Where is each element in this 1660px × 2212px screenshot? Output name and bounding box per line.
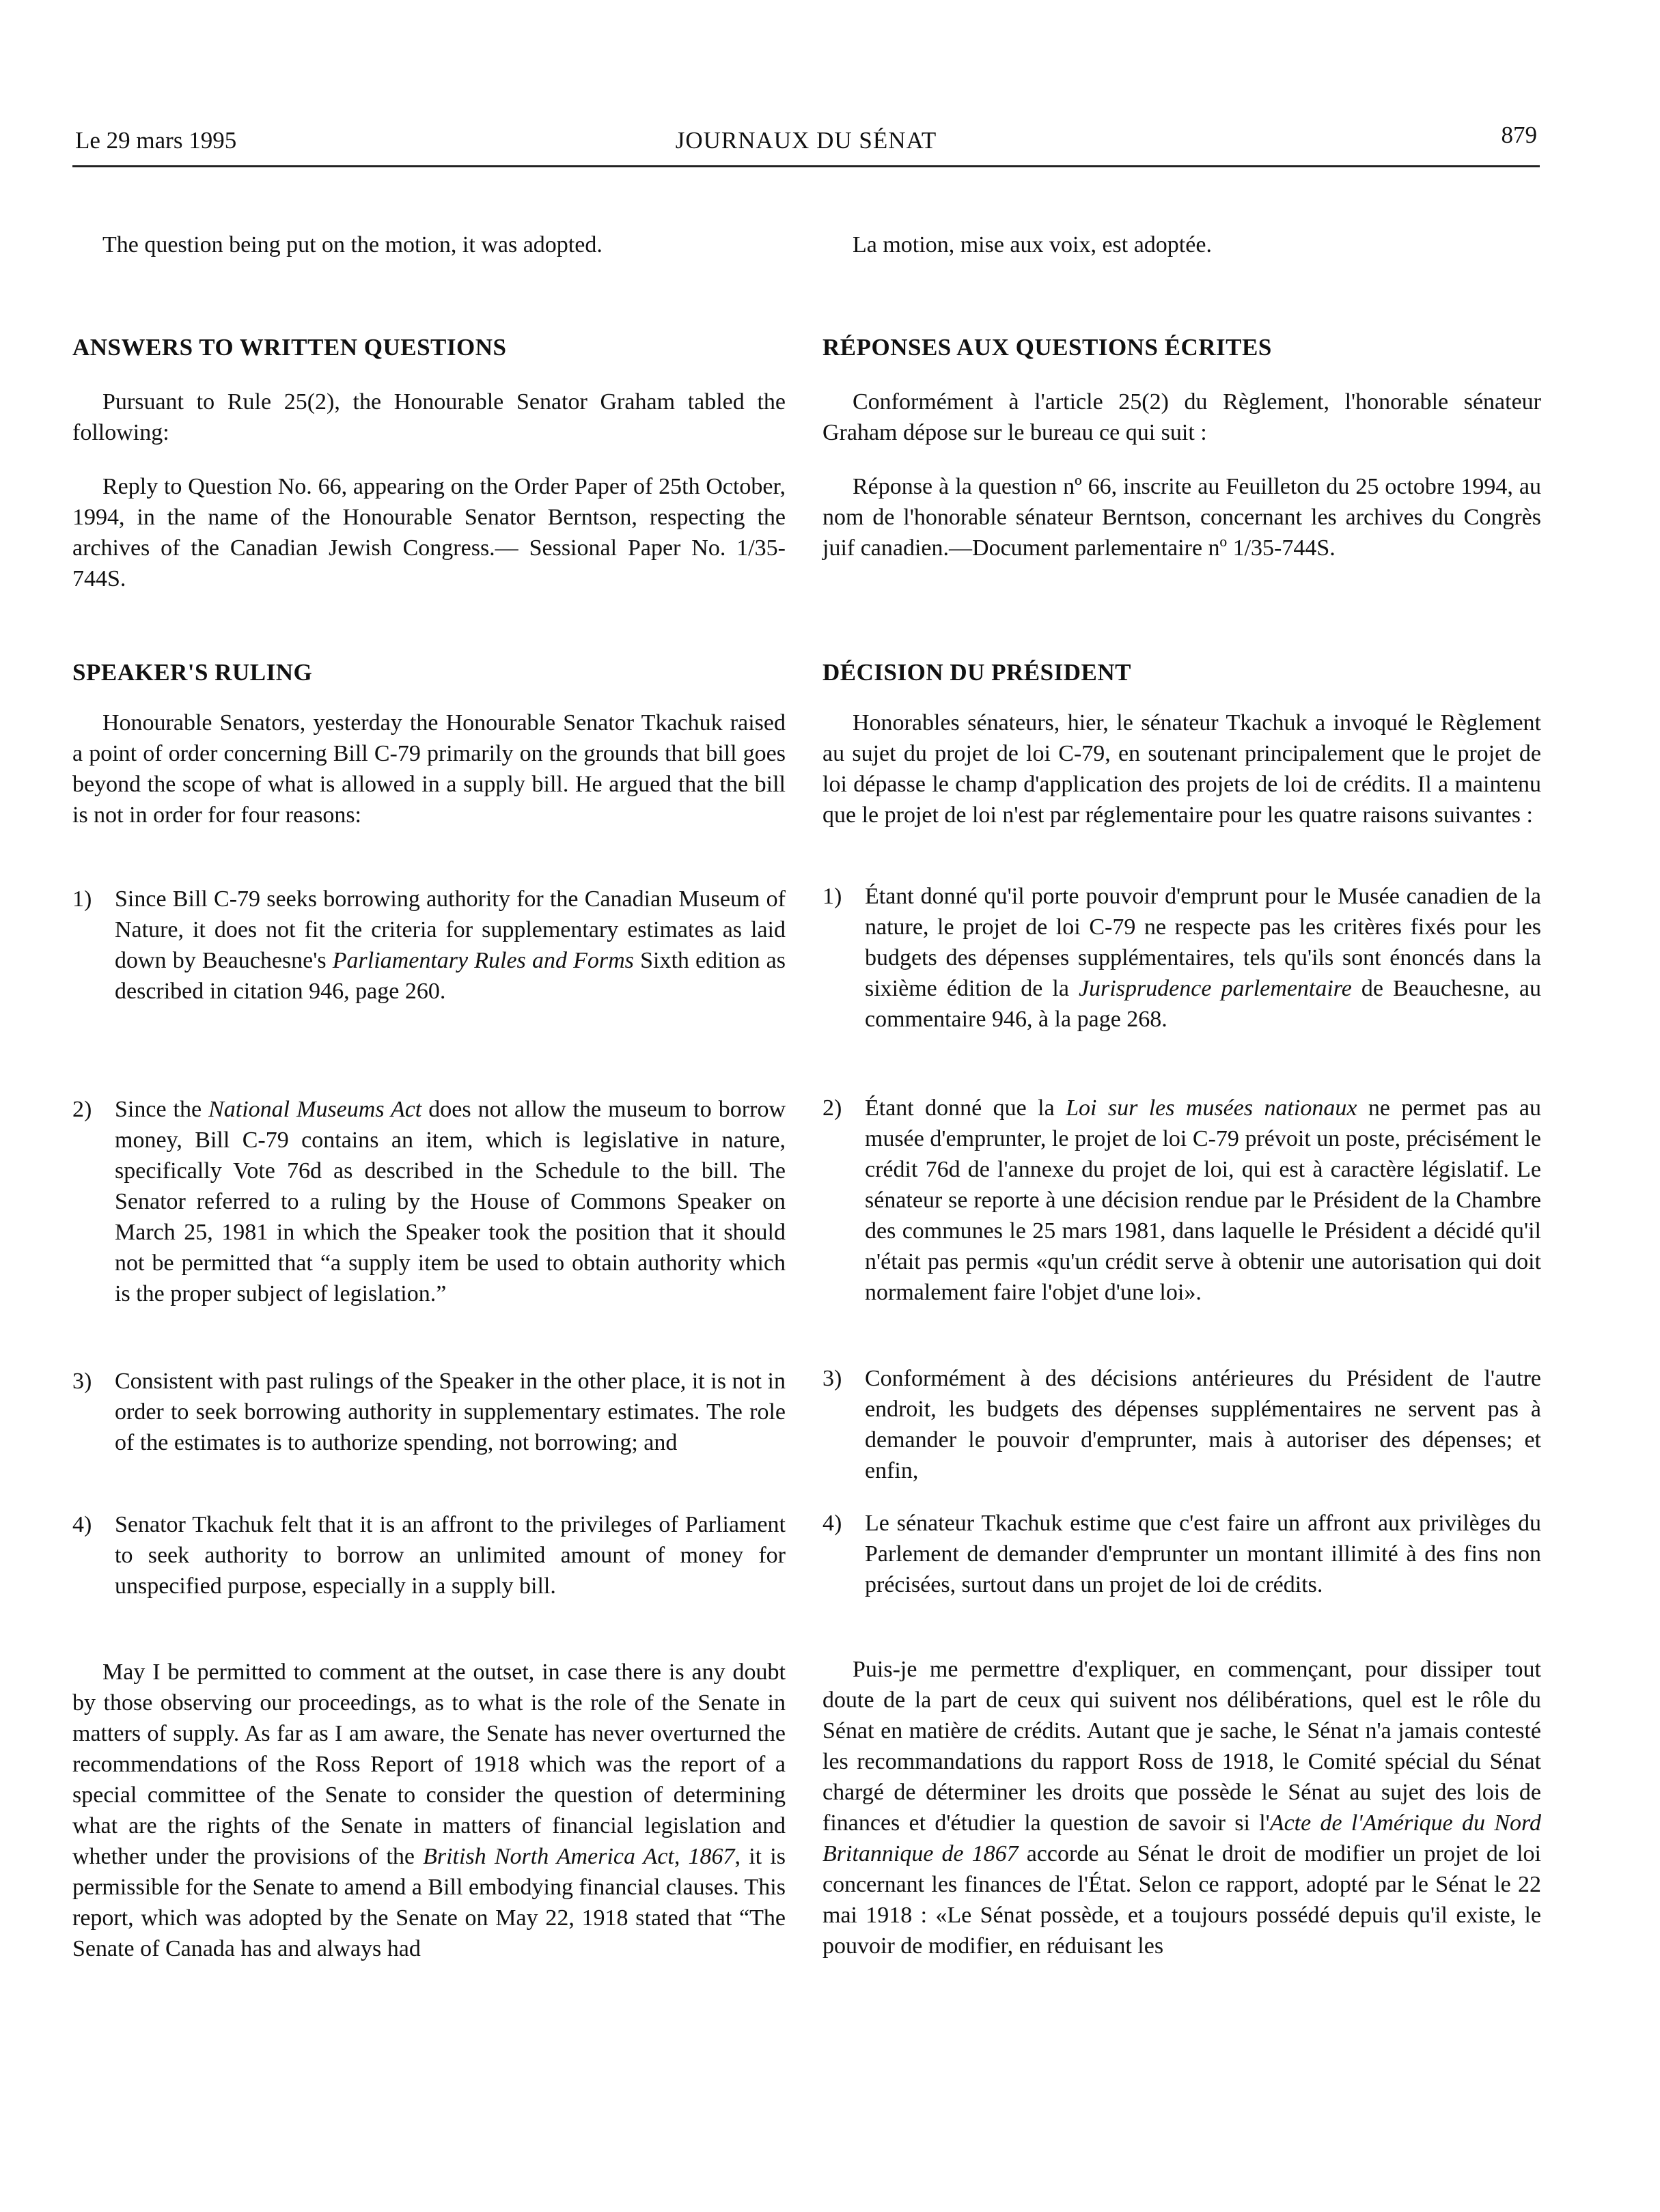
list-item-number: 3) [822,1366,842,1391]
list-item-number: 4) [72,1512,92,1537]
answers-intro: Conformément à l'article 25(2) du Règlement, l'honorable sénateur Graham dépose sur le bureau ce qui suit : [822,389,1541,445]
list-item-number: 3) [72,1369,92,1394]
list-item: 2) Since the National Museums Act does not allow the museum to borrow money, Bill C-79 contains an item, which is legislative in nature, specifically Vote 76d as described in the Schedule to the bill. The Senator referred to a ruling by the House of Commons Speaker on March 25, 1981 in which the Speaker took the position that it should not be permitted that “a supply item be used to obtain authority which is the proper subject of legislation.” [72,1094,786,1309]
list-item: 4) Senator Tkachuk felt that it is an affront to the privileges of Parliament to seek authority to borrow an unlimited amount of money for unspecified purpose, especially in a supply bill. [72,1509,786,1601]
list-item: 2) Étant donné que la Loi sur les musées nationaux ne permet pas au musée d'emprunter, le projet de loi C-79 prévoit un poste, précisément le crédit 76d de l'annexe du projet de loi, qui est à caractère législatif. Le sénateur se reporte à une décision rendue par le Président de la Chambre des communes le 25 mars 1981, dans laquelle le Président a décidé qu'il n'était pas permis «qu'un crédit serve à obtenir une autorisation qui doit normalement faire l'objet d'une loi». [822,1093,1541,1308]
page-header [72,122,1540,167]
ruling-heading: SPEAKER'S RULING [72,659,313,686]
answers-reply: Réponse à la question nº 66, inscrite au Feuilleton du 25 octobre 1994, au nom de l'honorable sénateur Berntson, concernant les archives du Congrès juif canadien.—Document parlementaire nº 1/35-744S. [822,474,1541,561]
closing-paragraph: Puis-je me permettre d'expliquer, en commençant, pour dissiper tout doute de la part de ceux qui suivent nos délibérations, quel est le rôle du Sénat en matière de crédits. Autant que je sache, le Sénat n'a jamais contesté les recommandations du rapport Ross de 1918, le Comité spécial du Sénat chargé de déterminer les droits que possède le Sénat au sujet des lois de finances et d'étudier la question de savoir si l'Acte de l'Amérique du Nord Britannique de 1867 accorde au Sénat le droit de modifier un projet de loi concernant les finances de l'État. Selon ce rapport, adopté par le Sénat le 22 mai 1918 : «Le Sénat possède, et a toujours possédé depuis qu'il existe, le pouvoir de modifier, en réduisant les [822,1657,1541,1959]
motion-result: The question being put on the motion, it was adopted. [102,232,603,257]
answers-heading: ANSWERS TO WRITTEN QUESTIONS [72,334,507,361]
list-item: 1) Étant donné qu'il porte pouvoir d'emprunt pour le Musée canadien de la nature, le projet de loi C-79 ne respecte pas les critères fixés pour les budgets des dépenses supplémentaires, tels qu'ils sont énoncés dans la sixième édition de la Jurisprudence parlementaire de Beauchesne, au commentaire 946, à la page 268. [822,881,1541,1035]
answers-reply: Reply to Question No. 66, appearing on the Order Paper of 25th October, 1994, in the name of the Honourable Senator Berntson, respecting the archives of the Canadian Jewish Congress.— Sessional Paper No. 1/35-744S. [72,474,786,591]
list-item-number: 4) [822,1511,842,1536]
list-item: 3) Conformément à des décisions antérieures du Président de l'autre endroit, les budgets des dépenses supplémentaires ne servent pas à demander le pouvoir d'emprunter, mais à autoriser des dépenses; et enfin, [822,1363,1541,1486]
list-item: 4) Le sénateur Tkachuk estime que c'est faire un affront aux privilèges du Parlement de demander d'emprunter un montant illimité à des fins non précisées, surtout dans un projet de loi de crédits. [822,1508,1541,1600]
answers-intro: Pursuant to Rule 25(2), the Honourable Senator Graham tabled the following: [72,389,786,445]
list-item-number: 1) [72,886,92,912]
header-page-number: 879 [1501,122,1537,148]
list-item-number: 2) [822,1095,842,1121]
closing-paragraph: May I be permitted to comment at the outset, in case there is any doubt by those observing our proceedings, as to what is the role of the Senate in matters of supply. As far as I am aware, the Senate has never overturned the recommendations of the Ross Report of 1918 which was the report of a special committee of the Senate to consider the question of determining what are the rights of the Senate in matters of financial legislation and whether under the provisions of the British North America Act, 1867, it is permissible for the Senate to amend a Bill embodying financial clauses. This report, which was adopted by the Senate on May 22, 1918 stated that “The Senate of Canada has and always had [72,1660,786,1961]
list-item: 3) Consistent with past rulings of the Speaker in the other place, it is not in order to seek borrowing authority in supplementary estimates. The role of the estimates is to authorize spending, not borrowing; and [72,1366,786,1458]
header-date: Le 29 mars 1995 [75,127,237,154]
list-item-number: 1) [822,884,842,909]
ruling-intro: Honourable Senators, yesterday the Honourable Senator Tkachuk raised a point of order concerning Bill C-79 primarily on the grounds that bill goes beyond the scope of what is allowed in a supply bill. He argued that the bill is not in order for four reasons: [72,710,786,828]
answers-heading: RÉPONSES AUX QUESTIONS ÉCRITES [822,334,1272,361]
motion-result: La motion, mise aux voix, est adoptée. [853,232,1212,257]
list-item: 1) Since Bill C-79 seeks borrowing authority for the Canadian Museum of Nature, it does not fit the criteria for supplementary estimates as laid down by Beauchesne's Parliamentary Rules and Forms Sixth edition as described in citation 946, page 260. [72,884,786,1007]
list-item-number: 2) [72,1097,92,1122]
ruling-heading: DÉCISION DU PRÉSIDENT [822,659,1131,686]
header-journal-title: JOURNAUX DU SÉNAT [675,127,937,154]
ruling-intro: Honorables sénateurs, hier, le sénateur Tkachuk a invoqué le Règlement au sujet du projet de loi C-79, en soutenant principalement que le projet de loi dépasse le champ d'application des projets de loi de crédits. Il a maintenu que le projet de loi n'est par réglementaire pour les quatre raisons suivantes : [822,710,1541,828]
